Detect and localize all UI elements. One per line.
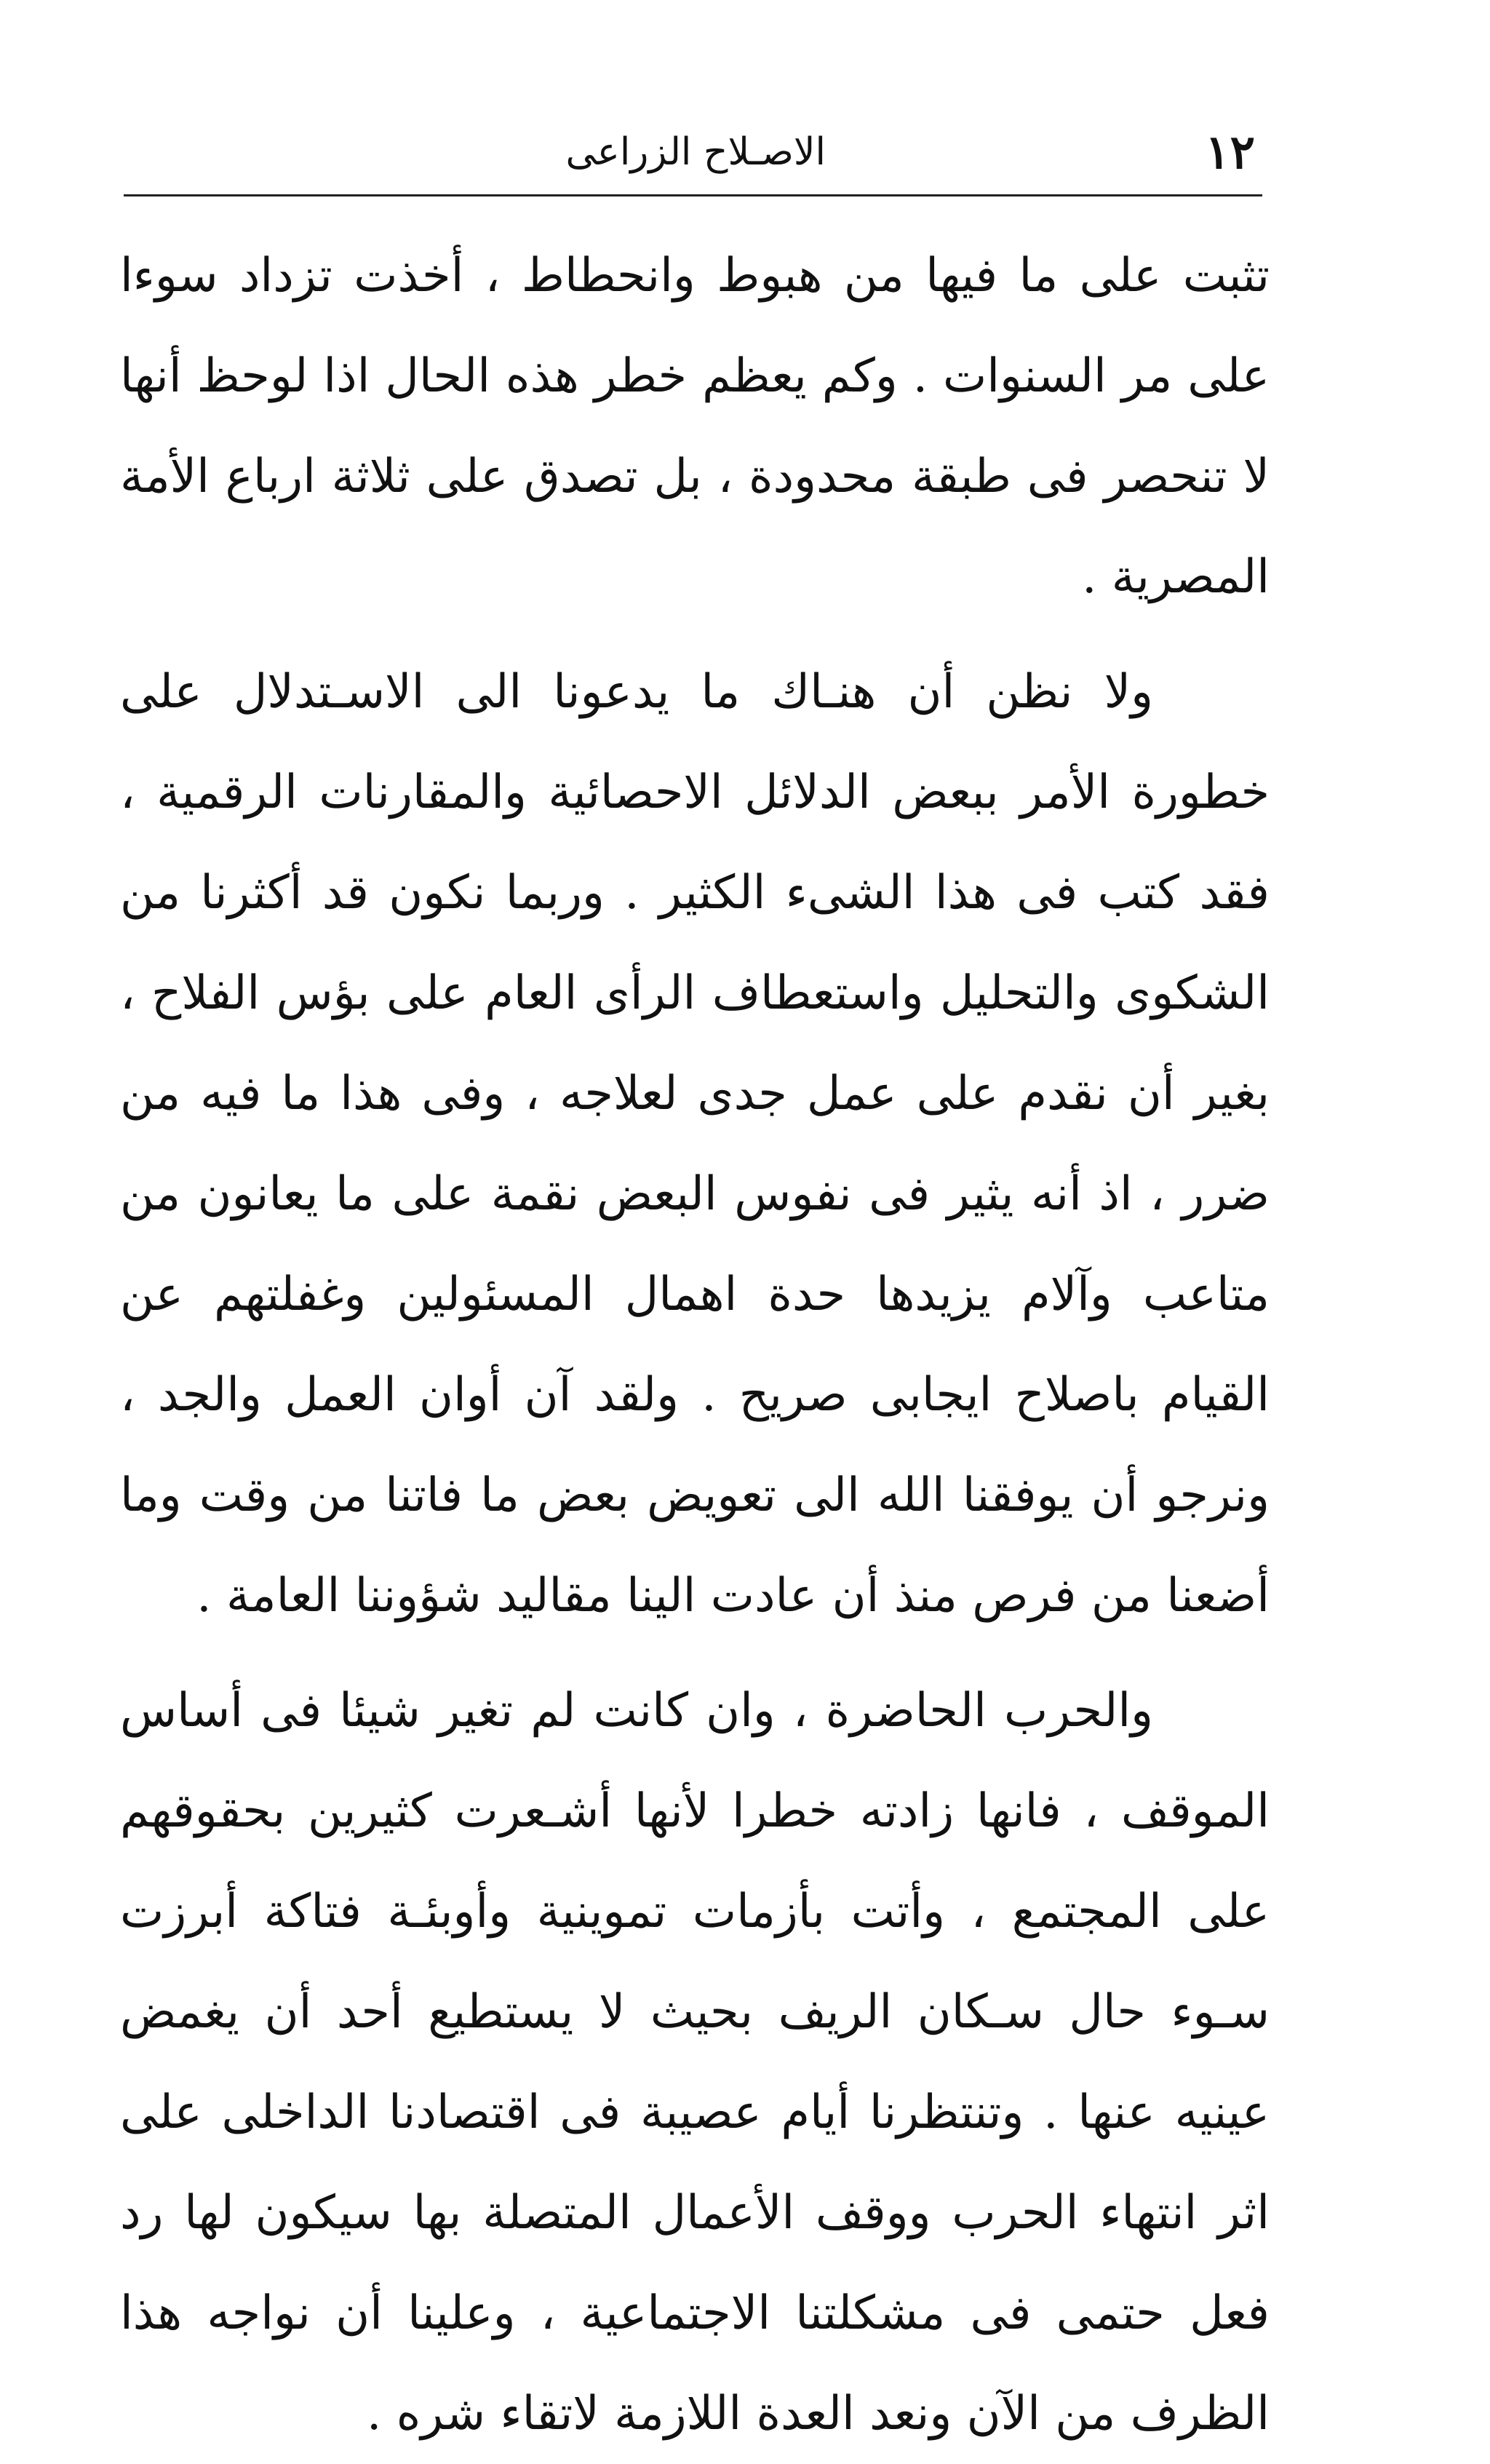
running-title: الاصـلاح الزراعى xyxy=(565,130,826,174)
paragraph-3: والحرب الحاضرة ، وان كانت لم تغير شيئا فى أساس الموقف ، فانها زادته خطرا لأنها أشـعرت كثيرين بحقوقهم على المجتمع ، وأتت بأزمات تموينية وأوبئـة فتاكة أبرزت سـوء حال سـكان الريف بحيث لا يستطيع أحد أن يغمض عينيه عنها . وتنتظرنا أيام عصيبة فى اقتصادنا الداخلى على اثر انتهاء الحرب ووقف الأعمال المتصلة بها سيكون لها رد فعل حتمى فى مشكلتنا الاجتماعية ، وعلينا أن نواجه هذا الظرف من الآن ونعد العدة اللازمة لاتقاء شره . xyxy=(120,1684,1270,2441)
paragraph-1: تثبت على ما فيها من هبوط وانحطاط ، أخذت تزداد سوءا على مر السنوات . وكم يعظم خطر هذه الحال اذا لوحظ أنها لا تنحصر فى طبقة محدودة ، بل تصدق على ثلاثة ارباع الأمة المصرية . xyxy=(120,249,1270,604)
paragraph-2: ولا نظن أن هنـاك ما يدعونا الى الاسـتدلال على خطورة الأمر ببعض الدلائل الاحصائية والمقارنات الرقمية ، فقد كتب فى هذا الشىء الكثير . وربما نكون قد أكثرنا من الشكوى والتحليل واستعطاف الرأى العام على بؤس الفلاح ، بغير أن نقدم على عمل جدى لعلاجه ، وفى هذا ما فيه من ضرر ، اذ أنه يثير فى نفوس البعض نقمة على ما يعانون من متاعب وآلام يزيدها حدة اهمال المسئولين وغفلتهم عن القيام باصلاح ايجابى صريح . ولقد آن أوان العمل والجد ، ونرجو أن يوفقنا الله الى تعويض بعض ما فاتنا من وقت وما أضعنا من فرص منذ أن عادت الينا مقاليد شؤوننا العامة . xyxy=(120,665,1270,1623)
header-rule xyxy=(124,194,1262,196)
page-header xyxy=(124,116,1262,196)
body-text xyxy=(120,226,1270,2464)
page-number: ١٢ xyxy=(1205,125,1255,180)
